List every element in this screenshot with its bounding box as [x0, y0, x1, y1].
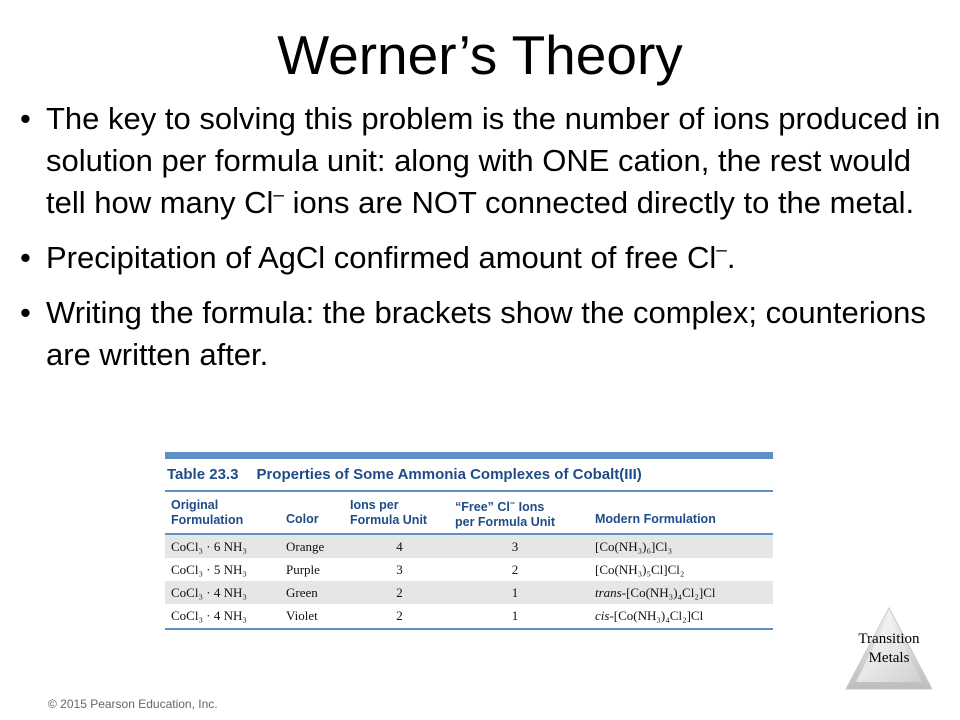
cell-original: CoCl₃ · 4 NH₃	[171, 607, 247, 623]
header-ions: Ions per Formula Unit	[350, 497, 428, 527]
cell-free: 2	[511, 561, 519, 577]
section-logo-label: Transition Metals	[858, 631, 920, 666]
header-modern: Modern Formulation	[595, 512, 716, 526]
bullet-text: Writing the formula: the brackets show the complex; counterions are written after.	[46, 295, 926, 372]
cell-modern: [Co(NH₃)₆]Cl₃	[595, 538, 673, 554]
superscript-minus: –	[273, 185, 284, 206]
header-free-cl: “Free” Cl− Ions per Formula Unit	[455, 497, 556, 529]
cell-modern: [Co(NH₃)₅Cl]Cl₂	[595, 561, 685, 577]
bullet-list	[20, 98, 950, 384]
cell-ions: 3	[396, 561, 403, 577]
superscript-minus: –	[716, 240, 727, 261]
bullet-dot: •	[20, 295, 31, 330]
table-caption	[165, 459, 773, 490]
cell-ions: 2	[396, 584, 403, 600]
table-row	[165, 604, 773, 627]
table-number: Table 23.3	[167, 466, 239, 483]
bullet-text: Precipitation of AgCl confirmed amount of free Cl	[46, 240, 717, 275]
cell-color: Violet	[286, 607, 318, 623]
table-title: Properties of Some Ammonia Complexes of Cobalt(III)	[256, 466, 642, 483]
cobalt-complex-table	[165, 452, 773, 645]
table-top-rule	[165, 452, 773, 459]
header-color: Color	[286, 512, 319, 526]
table-row	[165, 535, 773, 558]
header-original: Original Formulation	[171, 497, 244, 527]
cell-original: CoCl₃ · 6 NH₃	[171, 538, 247, 554]
table-header-row	[165, 492, 773, 533]
bullet-text: The key to solving this problem is the number of ions produced in solution per formula unit: along with ONE cation, the rest would tell how many Cl	[46, 101, 941, 220]
bullet-text-end: ions are NOT connected directly to the metal.	[284, 185, 915, 220]
cell-modern: trans-[Co(NH₃)₄Cl₂]Cl	[595, 584, 716, 600]
bullet-item	[20, 292, 950, 376]
cell-ions: 2	[396, 607, 403, 623]
table-row	[165, 581, 773, 604]
cell-modern: cis-[Co(NH₃)₄Cl₂]Cl	[595, 607, 704, 623]
table-bottom-rule	[165, 628, 773, 630]
table-row	[165, 558, 773, 581]
copyright-footer: © 2015 Pearson Education, Inc.	[48, 697, 218, 711]
slide-title: Werner’s Theory	[277, 24, 683, 86]
bullet-text-end: .	[726, 240, 736, 275]
cell-original: CoCl₃ · 5 NH₃	[171, 561, 247, 577]
bullet-item	[20, 237, 950, 284]
cell-free: 1	[511, 607, 519, 623]
cell-free: 1	[511, 584, 519, 600]
bullet-dot: •	[20, 101, 31, 136]
cell-ions: 4	[396, 538, 403, 554]
cell-original: CoCl₃ · 4 NH₃	[171, 584, 247, 600]
cell-free: 3	[511, 538, 519, 554]
bullet-item	[20, 98, 950, 229]
cell-color: Purple	[286, 561, 320, 577]
cell-color: Orange	[286, 538, 325, 554]
cell-color: Green	[286, 584, 318, 600]
bullet-dot: •	[20, 240, 31, 275]
